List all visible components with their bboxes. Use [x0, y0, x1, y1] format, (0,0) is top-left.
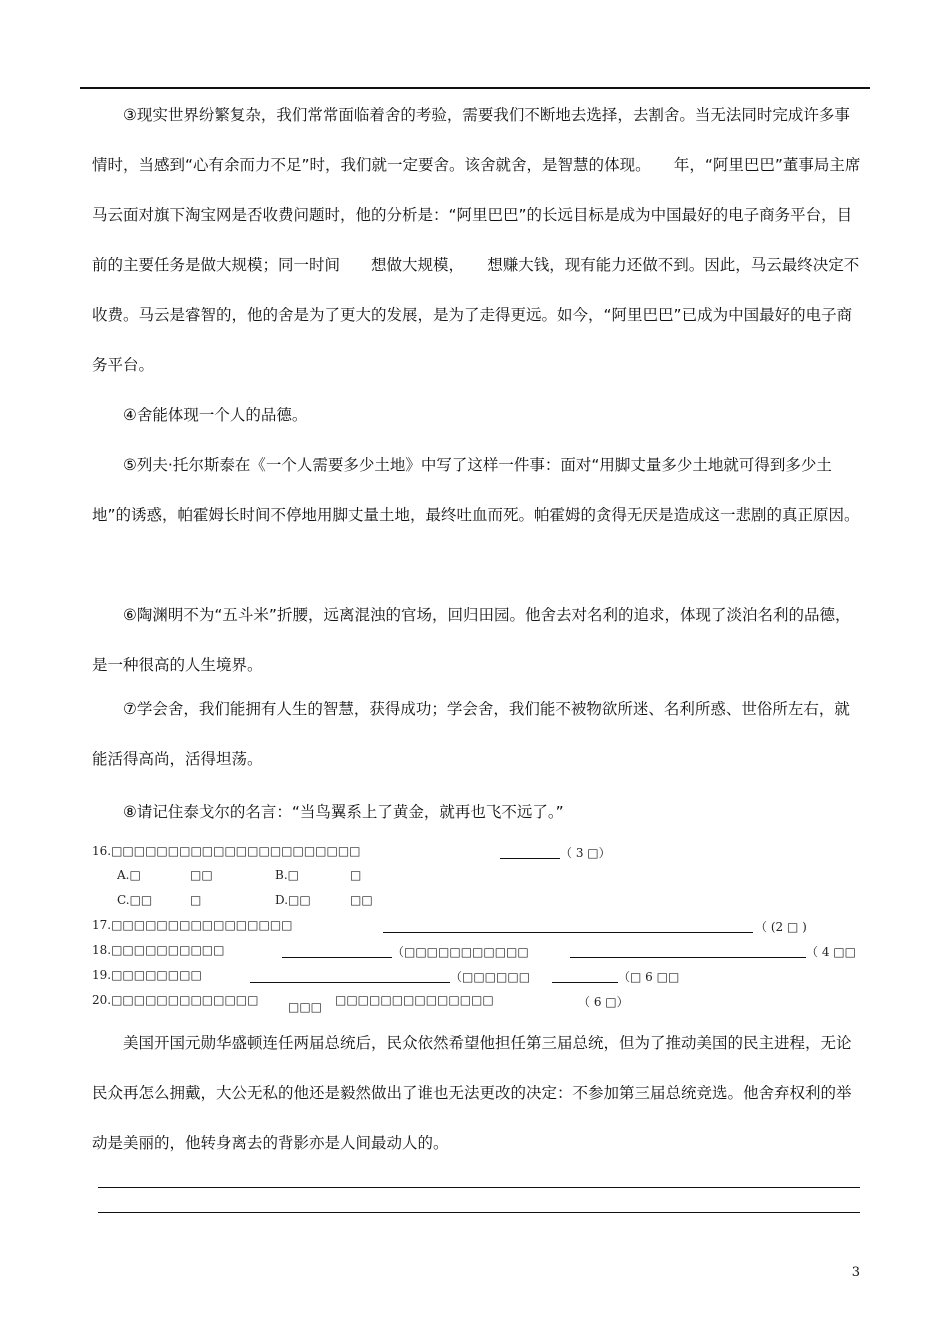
paragraph-washington: 美国开国元勋华盛顿连任两届总统后，民众依然希望他担任第三届总统，但为了推动美国的民主进程，无论民众再怎么拥戴，大公无私的他还是毅然做出了谁也无法更改的决定：不参加第三届总统竞选。他舍弃权利的举动是美丽的，他转身离去的背影亦是人间最动人的。 — [92, 1034, 852, 1152]
question-20-score: （ 6 □） — [578, 995, 629, 1009]
header-rule — [80, 87, 870, 89]
answer-blank-17[interactable] — [383, 932, 753, 933]
question-16-score: （ 3 □） — [560, 846, 611, 860]
answer-line-1[interactable] — [98, 1187, 860, 1188]
option-a: A.□ — [117, 868, 141, 882]
option-b: B.□ — [275, 868, 299, 882]
answer-line-2[interactable] — [98, 1212, 860, 1213]
option-b-text: □ — [350, 868, 362, 882]
option-c-text: □ — [190, 893, 202, 907]
question-19-score: （□ 6 □□ — [618, 970, 680, 984]
answer-blank-18a[interactable] — [282, 957, 392, 958]
question-19: 19.□□□□□□□□ — [92, 968, 202, 982]
paragraph-8: ⑧请记住泰戈尔的名言：“当鸟翼系上了黄金，就再也飞不远了。” — [123, 803, 564, 821]
question-19-mid: （□□□□□□ — [450, 970, 531, 984]
paragraph-6: ⑥陶渊明不为“五斗米”折腰，远离混浊的官场，回归田园。他舍去对名利的追求，体现了淡泊名利的品德，是一种很高的人生境界。 — [92, 606, 851, 674]
question-20-sub: □□□ — [288, 1000, 323, 1014]
question-16: 16.□□□□□□□□□□□□□□□□□□□□□□ — [92, 844, 361, 858]
paragraph-5: ⑤列夫·托尔斯泰在《一个人需要多少土地》中写了这样一件事：面对“用脚丈量多少土地就可得到多少土地”的诱惑，帕霍姆长时间不停地用脚丈量土地，最终吐血而死。帕霍姆的贪得无厌是造成这一悲剧的真正原因。 — [92, 456, 860, 524]
answer-blank-19b[interactable] — [552, 982, 618, 983]
option-d: D.□□ — [275, 893, 311, 907]
page-number: 3 — [851, 1265, 860, 1280]
question-17: 17.□□□□□□□□□□□□□□□□ — [92, 918, 293, 932]
question-17-score: （ (2 □ ) — [755, 920, 807, 934]
question-18: 18.□□□□□□□□□□ — [92, 943, 225, 957]
option-c: C.□□ — [117, 893, 153, 907]
question-18-score: （ 4 □□ — [806, 945, 856, 959]
answer-blank-19a[interactable] — [250, 982, 450, 983]
option-d-text: □□ — [350, 893, 373, 907]
paragraph-7: ⑦学会舍，我们能拥有人生的智慧，获得成功；学会舍，我们能不被物欲所迷、名利所惑、世俗所左右，就能活得高尚，活得坦荡。 — [92, 700, 850, 768]
option-a-text: □□ — [190, 868, 213, 882]
paragraph-4: ④舍能体现一个人的品德。 — [123, 406, 308, 424]
question-18-mid: （□□□□□□□□□□□ — [392, 945, 529, 959]
paragraph-3: ③现实世界纷繁复杂，我们常常面临着舍的考验，需要我们不断地去选择，去割舍。当无法同时完成许多事情时，当感到“心有余而力不足”时，我们就一定要舍。该舍就舍，是智慧的体现。 年，“阿里巴巴”董事局主席马云面对旗下淘宝网是否收费问题时，他的分析是：“阿里巴巴”的长远目标是成为中国最好的电子商务平台，目前的主要任务是做大规模；同一时间 想做大规模， 想赚大钱，现有能力还做不到。因此，马云最终决定不收费。马云是睿智的，他的舍是为了更大的发展，是为了走得更远。如今，“阿里巴巴”已成为中国最好的电子商务平台。 — [92, 106, 861, 374]
answer-blank-18b[interactable] — [570, 957, 806, 958]
question-20-mid: □□□□□□□□□□□□□□ — [335, 993, 494, 1007]
answer-blank-16[interactable] — [500, 858, 560, 859]
question-20: 20.□□□□□□□□□□□□□ — [92, 993, 259, 1007]
